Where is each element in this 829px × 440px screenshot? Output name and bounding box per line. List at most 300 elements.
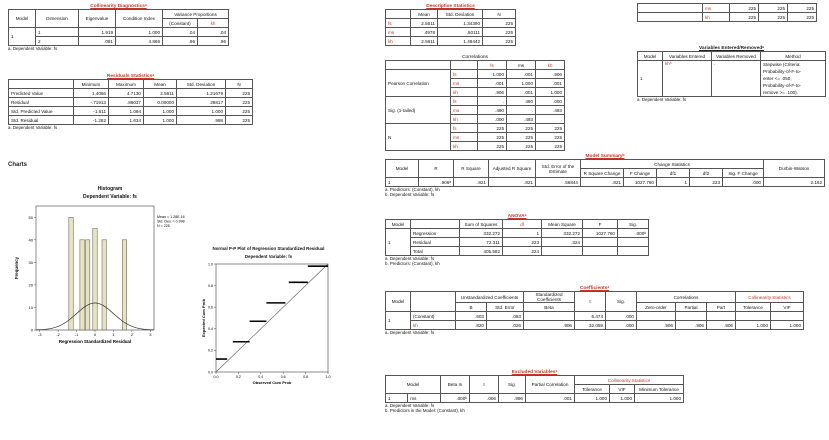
coefficients (385, 286, 804, 335)
cell: -.71913 (74, 98, 109, 107)
histogram-title: Histogram (97, 186, 123, 192)
col-header: Beta In (441, 376, 470, 394)
y-tick-label: 0.0 (208, 370, 213, 375)
cell: .000ᵇ (618, 229, 649, 238)
anova-note: a. Dependent Variable: fs (385, 256, 435, 261)
table-row (9, 37, 229, 46)
cell: fs (451, 70, 478, 79)
cell: 225 (730, 4, 759, 13)
coefficients-note: a. Dependent Variable: fs (385, 330, 435, 335)
cell: .006 (470, 394, 499, 403)
col-header: Sig. (618, 220, 649, 229)
cell: .998 (177, 116, 226, 125)
residuals-title: Residuals Statisticsᵃ (106, 74, 155, 79)
col-header: Model (386, 376, 441, 394)
col-header: Correlations (637, 292, 736, 303)
cell: ms (451, 106, 478, 115)
col-header: Model (386, 292, 411, 312)
method-cell (761, 61, 826, 97)
anova-table (385, 219, 649, 256)
cell: 1.000 (144, 116, 177, 125)
cell: 4.7130 (109, 89, 144, 98)
col-header: N (226, 80, 253, 89)
table-row (386, 312, 804, 321)
cell: 225 (226, 107, 253, 116)
cell: .906 (524, 321, 575, 330)
collinearity-table (8, 9, 229, 46)
model-summary-table (385, 159, 825, 187)
model-summary-note: b. Dependent Variable: fs (385, 192, 435, 197)
cell: .906 (536, 70, 565, 79)
x-tick-label: 0.4 (258, 375, 264, 379)
table-row (386, 247, 649, 256)
cell: .493 (536, 106, 565, 115)
col-subheader: VIF (610, 385, 635, 394)
descriptives-table (385, 9, 516, 46)
variables-entered-table (637, 51, 826, 97)
cell: 225 (226, 89, 253, 98)
cell: .96 (198, 37, 229, 46)
model-summary (385, 154, 825, 197)
method-line: remove >= .100). (763, 90, 798, 95)
cell: 1.000 (736, 321, 771, 330)
col-header: Variables Removed (712, 52, 761, 61)
cell: -1.611 (74, 107, 109, 116)
cell: 1 (638, 61, 663, 97)
col-header: Model (386, 220, 411, 229)
table-row (386, 19, 516, 28)
cell: 28817 (177, 98, 226, 107)
cell: .04 (198, 28, 229, 37)
cell: .04 (163, 28, 198, 37)
cell: Predicted Value (9, 89, 74, 98)
col-header: Variance Proportions (163, 10, 229, 19)
cell (583, 247, 618, 256)
cell: 1.000 (575, 394, 610, 403)
cell: 1 (36, 28, 79, 37)
cell: kh (386, 37, 411, 46)
cell: .026 (487, 321, 524, 330)
cell: 1.000 (116, 28, 163, 37)
col-subheader: Std. Error (487, 303, 524, 312)
col-subheader: kh (198, 19, 229, 28)
col-subheader: df2 (690, 169, 723, 178)
cell: 1.094 (109, 107, 144, 116)
cell: 1.48442 (438, 37, 483, 46)
y-tick-label: 10 (28, 304, 33, 310)
cell: Std. Residual (9, 116, 74, 125)
col-header: Std. Error of the Estimate (536, 160, 581, 178)
cell: 225 (788, 4, 817, 13)
cell: . (507, 106, 536, 115)
cell: 225 (730, 13, 759, 22)
x-tick-label: -2 (56, 332, 60, 337)
cell: 225 (507, 142, 536, 151)
cell (583, 238, 618, 247)
cell: ms (451, 79, 478, 88)
cell: 6.474 (575, 312, 606, 321)
col-header (9, 80, 74, 89)
cell: 1.4066 (74, 89, 109, 98)
table-row (638, 4, 817, 13)
x-tick-label: -1 (74, 332, 79, 337)
cell: 32.059 (575, 321, 606, 330)
col-header: Standardized Coefficients (524, 292, 575, 303)
cell: Pearson Correlation (386, 70, 451, 97)
cell: 1.000 (507, 79, 536, 88)
y-axis-label: Frequency (14, 256, 19, 280)
coefficients-title: Coefficientsᵃ (579, 286, 610, 291)
cell: 4.866 (116, 37, 163, 46)
variables-entered-removed (637, 46, 826, 102)
cell: 225 (483, 28, 516, 37)
cell: . (712, 61, 761, 97)
pp-title: Normal P-P Plot of Regression Standardized Residual (212, 246, 325, 251)
cell: 225 (759, 13, 788, 22)
correlations-table (385, 60, 565, 151)
cell (707, 312, 736, 321)
col-header: Sig. (499, 376, 526, 394)
cell: khᵇ (663, 61, 712, 97)
descriptive-statistics (385, 4, 516, 46)
col-header: Durbin-Watson (764, 160, 825, 178)
col-header: Maximum (109, 80, 144, 89)
table-row (638, 61, 826, 97)
table-row (386, 394, 684, 403)
col-header: Variables Entered (663, 52, 712, 61)
cell: 225 (536, 124, 565, 133)
legend-entry: N = 225 (157, 224, 170, 228)
cell: 1027.760 (583, 229, 618, 238)
col-header: F (583, 220, 618, 229)
table-row (9, 98, 253, 107)
method-line: Stepwise (Criteria: (763, 62, 801, 67)
cell: 1.000 (610, 394, 635, 403)
table-row (386, 238, 649, 247)
table-row (386, 124, 565, 133)
cell: . (478, 97, 507, 106)
col-header (386, 61, 451, 70)
excluded-table (385, 375, 684, 403)
col-header: Condition Index (116, 10, 163, 28)
col-header: Sig. (606, 292, 637, 312)
col-subheader: R Square Change (581, 169, 624, 178)
cell: 405.582 (460, 247, 503, 256)
col-subheader: Tolerance (575, 385, 610, 394)
y-tick-label: 40 (28, 237, 33, 243)
cell: 225 (483, 37, 516, 46)
y-tick-label: 0 (30, 327, 33, 333)
cell: .000 (606, 321, 637, 330)
method-line: Probability-of-F-to- (763, 69, 802, 74)
cell: ms (408, 394, 441, 403)
cell: .86037 (109, 98, 144, 107)
model-summary-title: Model Summaryᵇ (585, 154, 625, 159)
histogram-bar (122, 240, 126, 330)
cell: .906 (707, 321, 736, 330)
cell: 225 (759, 4, 788, 13)
cell: Residual (9, 98, 74, 107)
variables-entered-note: a. Dependent Variable: fs (637, 97, 687, 102)
cell: ms (451, 133, 478, 142)
col-header: Mean Square (542, 220, 583, 229)
charts-heading: Charts (8, 162, 28, 168)
cell: 224 (503, 247, 542, 256)
cell: . (536, 115, 565, 124)
legend-entry: Mean = 1.28E-16 (157, 215, 185, 219)
cell: 1 (503, 229, 542, 238)
col-header: Sum of Squares (460, 220, 503, 229)
cell: 1027.760 (624, 178, 657, 187)
col-subheader: Minimum Tolerance (635, 385, 684, 394)
col-subheader: Tolerance (736, 303, 771, 312)
cell: .093 (487, 312, 524, 321)
table-row (386, 28, 516, 37)
table-row (9, 107, 253, 116)
cell: fs (386, 19, 411, 28)
col-header: Std. Deviation (438, 10, 483, 19)
collinearity-diagnostics (8, 4, 229, 51)
x-tick-label: 0 (93, 332, 97, 337)
x-tick-label: 0.0 (213, 375, 219, 379)
cell: kh (451, 115, 478, 124)
cell: .000 (478, 115, 507, 124)
cell (771, 312, 804, 321)
col-subheader: (Constant) (163, 19, 198, 28)
cell: 225 (478, 142, 507, 151)
col-header: Partial Correlation (526, 376, 575, 394)
table-row (9, 89, 253, 98)
x-tick-label: 2 (130, 332, 133, 337)
col-header: Collinearity Statistics (736, 292, 804, 303)
anova-note: b. Predictors: (Constant), kh (385, 261, 440, 266)
collinearity-note: a. Dependent Variable: fs (8, 46, 58, 51)
cell: 1.000 (177, 107, 226, 116)
model-summary-note: a. Predictors: (Constant), kh (385, 187, 440, 192)
cell: .96 (163, 37, 198, 46)
x-tick-label: 0.8 (303, 375, 309, 379)
excluded-note: b. Predictors in the Model: (Constant), kh (385, 408, 465, 413)
cell: 1 (386, 229, 411, 256)
cell: kh (451, 88, 478, 97)
cell: .001 (507, 88, 536, 97)
cell: N (386, 124, 451, 151)
cell: 332.272 (542, 229, 583, 238)
cell: .50111 (438, 28, 483, 37)
method-line: Probability-of-F-to- (763, 83, 802, 88)
x-tick-label: 1 (112, 332, 115, 337)
col-header: Eigenvalue (79, 10, 116, 28)
cell: Regression (411, 229, 460, 238)
x-tick-label: 3 (149, 332, 152, 337)
histogram-bar (85, 240, 89, 330)
col-subheader: df1 (657, 169, 690, 178)
cell: 1.21679 (177, 89, 226, 98)
cell: 332.272 (460, 229, 503, 238)
cell: .906 (478, 88, 507, 97)
pp-plot-chart (200, 260, 340, 390)
col-subheader: B (456, 303, 487, 312)
x-tick-label: 0.6 (280, 375, 286, 379)
excluded-variables (385, 370, 684, 413)
cell: .000ᵇ (441, 394, 470, 403)
cell: .001 (536, 79, 565, 88)
cell: .4978 (411, 28, 438, 37)
x-tick-label: -3 (37, 332, 42, 337)
col-header: R Square (454, 160, 489, 178)
col-header: Std. Deviation (177, 80, 226, 89)
histogram-bar (93, 229, 97, 330)
col-subheader: Zero-order (637, 303, 676, 312)
col-subheader: F Change (624, 169, 657, 178)
cell: 225 (226, 116, 253, 125)
cell: 2 (36, 37, 79, 46)
y-tick-label: 0.4 (208, 327, 213, 332)
legend-entry: Std. Dev. = 0.998 (157, 219, 185, 224)
cell: 225 (483, 19, 516, 28)
col-header (451, 61, 478, 70)
cell: (Constant) (411, 312, 456, 321)
cell (618, 238, 649, 247)
cell: 1.000 (635, 394, 684, 403)
residuals-note: a. Dependent Variable: fs (8, 125, 58, 130)
cell: .56844 (536, 178, 581, 187)
correlations-continued (637, 3, 817, 22)
collinearity-title: Collinearity Diagnosticsᵃ (90, 4, 147, 9)
cell (637, 312, 676, 321)
model-cell: 1 (9, 28, 36, 46)
cell: .000 (606, 312, 637, 321)
col-header: Mean (144, 80, 177, 89)
table-row (638, 13, 817, 22)
cell: 225 (507, 133, 536, 142)
cell: ms (703, 4, 730, 13)
cell: kh (703, 13, 730, 22)
x-tick-label: 1.0 (325, 375, 331, 379)
col-header: kh (536, 61, 565, 70)
col-subheader: Part (707, 303, 736, 312)
col-header (411, 220, 460, 229)
col-header: N (483, 10, 516, 19)
cell: 1.000 (478, 70, 507, 79)
cell: 223 (690, 178, 723, 187)
cell: .996 (499, 394, 526, 403)
excluded-title: Excluded Variablesᵃ (511, 370, 558, 375)
descriptives-title: Descriptive Statistics (426, 4, 475, 9)
y-tick-label: 0.8 (208, 283, 213, 288)
cell: 1 (657, 178, 690, 187)
y-tick-label: 0.6 (208, 305, 213, 310)
cell: Residual (411, 238, 460, 247)
cell: .906ᵃ (419, 178, 454, 187)
cell (638, 4, 703, 13)
cell: -1.282 (74, 116, 109, 125)
cell: .081 (79, 37, 116, 46)
col-subheader: Partial (676, 303, 707, 312)
cell: 1.000 (144, 107, 177, 116)
col-header: t (575, 292, 606, 312)
col-header: Model (9, 10, 36, 28)
cell: 2.5611 (411, 37, 438, 46)
col-header (386, 10, 411, 19)
cell: .324 (542, 238, 583, 247)
cell: 1.34390 (438, 19, 483, 28)
cell: .603 (456, 312, 487, 321)
col-header: Method (761, 52, 826, 61)
col-header: Adjusted R Square (489, 160, 536, 178)
cell: .490 (478, 106, 507, 115)
cell: 225 (536, 142, 565, 151)
y-tick-label: 0.2 (208, 348, 213, 353)
histogram-bar (69, 217, 73, 330)
col-header: Model (638, 52, 663, 61)
cell: .906 (637, 321, 676, 330)
cell: ms (386, 28, 411, 37)
col-header: t (470, 376, 499, 394)
coefficients-table (385, 291, 804, 330)
col-header: Minimum (74, 80, 109, 89)
col-header: Model (386, 160, 419, 178)
cell: .000 (536, 97, 565, 106)
cell: .821 (454, 178, 489, 187)
cell: 490 (507, 97, 536, 106)
cell (618, 247, 649, 256)
col-header: Dimension (36, 10, 79, 28)
cell (676, 312, 707, 321)
cell: 72.311 (460, 238, 503, 247)
cell: .001 (526, 394, 575, 403)
residuals-statistics (8, 74, 253, 130)
y-tick-label: 20 (28, 282, 33, 288)
anova (385, 214, 649, 266)
cell: 223 (503, 238, 542, 247)
cell: .000 (723, 178, 764, 187)
cell: fs (451, 124, 478, 133)
col-header: ms (507, 61, 536, 70)
cell: .906 (676, 321, 707, 330)
col-header: Change Statistics (581, 160, 764, 169)
cell: 225 (507, 124, 536, 133)
cell (524, 312, 575, 321)
y-tick-label: 1.0 (208, 262, 213, 267)
cell: Std. Predicted Value (9, 107, 74, 116)
table-row (386, 178, 825, 187)
table-row (386, 229, 649, 238)
pp-subtitle: Dependent Variable: fs (244, 254, 293, 259)
cell: kh (451, 142, 478, 151)
cell: 1 (386, 394, 408, 403)
y-tick-label: 30 (28, 259, 33, 265)
cell: Total (411, 247, 460, 256)
col-header: Mean (411, 10, 438, 19)
col-subheader: Sig. F Change (723, 169, 764, 178)
col-subheader: VIF (771, 303, 804, 312)
correlations (385, 55, 565, 151)
correlations-continued-table (637, 3, 817, 22)
cell: 225 (478, 124, 507, 133)
x-axis-label: Observed Cum Prob (252, 380, 292, 385)
y-tick-label: 50 (28, 214, 33, 220)
histogram-bar (102, 240, 106, 330)
table-row (386, 70, 565, 79)
residuals-table (8, 79, 253, 125)
col-header: Unstandardized Coefficients (456, 292, 524, 303)
table-row (9, 116, 253, 125)
cell: .821 (581, 178, 624, 187)
histogram-chart (8, 200, 193, 350)
cell: 225 (788, 13, 817, 22)
cell: 1.000 (536, 88, 565, 97)
